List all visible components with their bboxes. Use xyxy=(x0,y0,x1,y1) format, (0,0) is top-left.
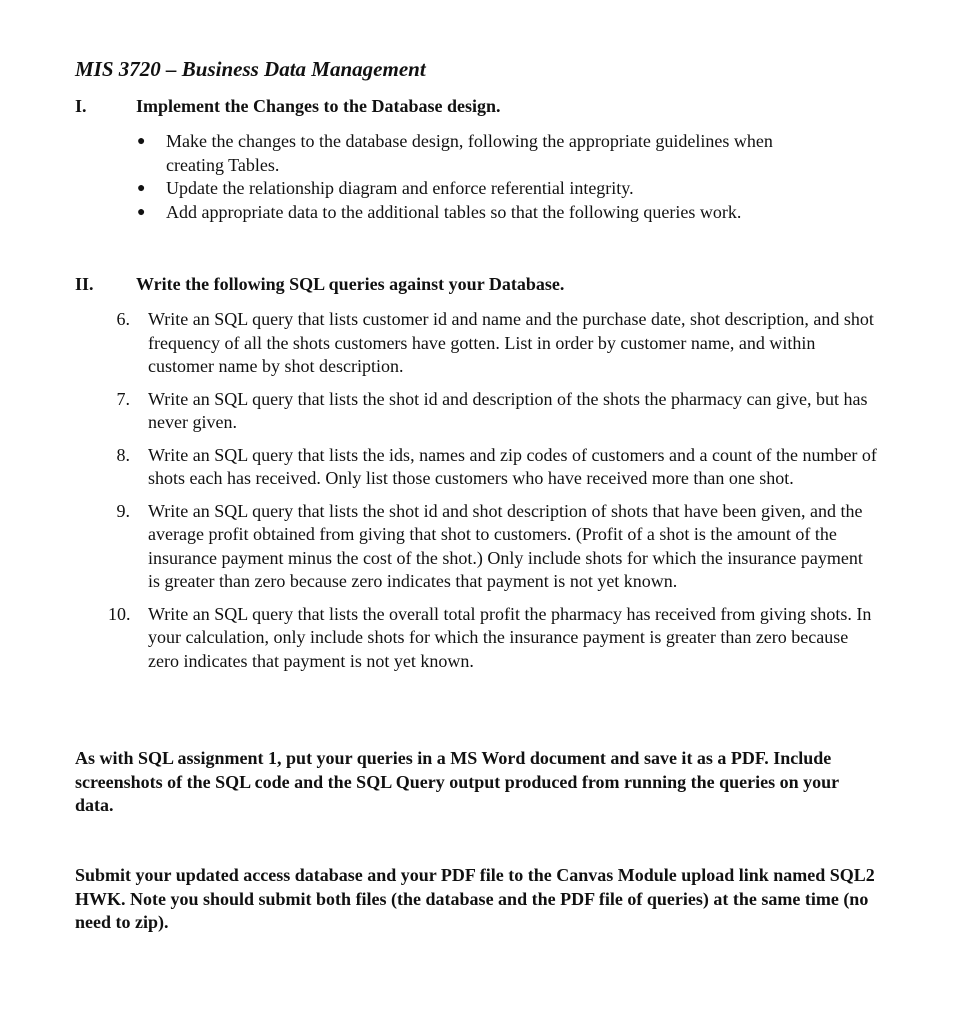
query-item xyxy=(108,444,878,491)
query-text: Write an SQL query that lists the ids, names and zip codes of customers and a count of the number of shots each has received. Only list those customers who have received more than one shot. xyxy=(148,444,877,488)
document-title: MIS 3720 – Business Data Management xyxy=(75,57,426,81)
section-1-numeral: I. xyxy=(75,96,87,116)
bullet-icon: ● xyxy=(137,204,146,220)
section-2-heading: Write the following SQL queries against your Database. xyxy=(136,274,565,294)
query-item xyxy=(108,500,878,594)
submission-note-upload: Submit your updated access database and your PDF file to the Canvas Module upload link named SQL2 HWK. Note you should submit both files (the database and the PDF file of queries) at the same time (no need to zip). xyxy=(75,865,875,932)
submission-note-pdf: As with SQL assignment 1, put your queries in a MS Word document and save it as a PDF. Include screenshots of the SQL code and the SQL Query output produced from running the queries on your data. xyxy=(75,748,839,815)
query-text: Write an SQL query that lists the shot id and shot description of shots that have been given, and the average profit obtained from giving that shot to customers. (Profit of a shot is the amount of the insurance payment minus the cost of the shot.) Only include shots for which the insurance payment is greater than zero because zero indicates that payment is not yet known. xyxy=(148,500,863,591)
bullet-text: Update the relationship diagram and enforce referential integrity. xyxy=(166,178,634,198)
bullet-text: Make the changes to the database design, following the appropriate guidelines when creating Tables. xyxy=(166,131,773,175)
bullet-icon: ● xyxy=(137,134,146,149)
section-1-heading: Implement the Changes to the Database design. xyxy=(136,96,501,116)
query-text: Write an SQL query that lists the overall total profit the pharmacy has received from giving shots. In your calculation, only include shots for which the insurance payment is greater than zero because zero indicates that payment is not yet known. xyxy=(148,603,872,671)
query-number: 8. xyxy=(116,444,130,465)
query-number: 6. xyxy=(116,309,130,329)
bullet-item xyxy=(134,130,834,177)
query-item xyxy=(108,603,878,674)
bullet-text: Add appropriate data to the additional tables so that the following queries work. xyxy=(166,201,742,222)
bullet-item xyxy=(134,177,834,201)
query-number: 9. xyxy=(116,500,130,521)
query-text: Write an SQL query that lists the shot id and description of the shots the pharmacy can give, but has never given. xyxy=(148,388,868,432)
section-1-bullet-list xyxy=(134,130,834,224)
query-list xyxy=(108,308,878,682)
query-item xyxy=(108,308,878,379)
query-text: Write an SQL query that lists customer id and name and the purchase date, shot description, and shot frequency of all the shots customers have gotten. List in order by customer name, and within customer name by shot description. xyxy=(148,309,874,376)
query-item xyxy=(108,388,878,435)
query-number: 10. xyxy=(108,603,131,624)
query-number: 7. xyxy=(116,388,130,409)
bullet-icon: ● xyxy=(137,181,146,196)
bullet-item xyxy=(134,201,834,225)
section-2-numeral: II. xyxy=(75,274,94,294)
